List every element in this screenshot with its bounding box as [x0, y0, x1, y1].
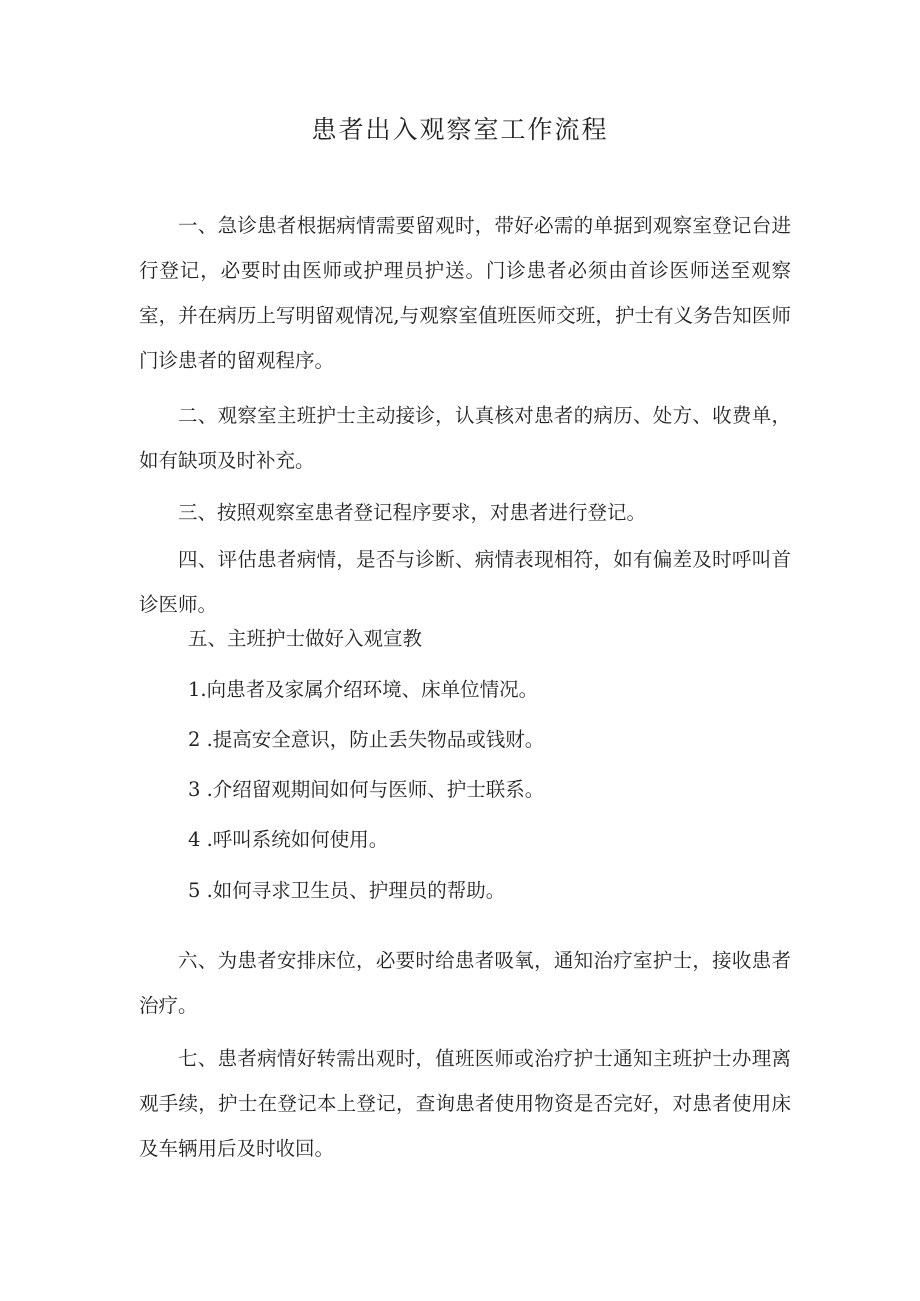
- list-item-2: 2 .提高安全意识，防止丢失物品或钱财。: [188, 728, 545, 751]
- list-item-5: 5 .如何寻求卫生员、护理员的帮助。: [188, 879, 506, 902]
- list-item-1: 1.向患者及家属介绍环境、床单位情况。: [188, 678, 539, 701]
- paragraph-2: 二、观察室主班护士主动接诊，认真核对患者的病历、处方、收费单，如有缺项及时补充。: [139, 404, 791, 472]
- paragraph-1: 一、急诊患者根据病情需要留观时，带好必需的单据到观察室登记台进行登记，必要时由医师或护理员护送。门诊患者必须由首诊医师送至观察室，并在病历上写明留观情况,与观察室值班医师交班，护士有义务告知医师门诊患者的留观程序。: [139, 214, 791, 372]
- document-title: 患者出入观察室工作流程: [311, 115, 609, 144]
- paragraph-5: 五、主班护士做好入观宣教: [188, 627, 423, 650]
- list-item-3: 3 .介绍留观期间如何与医师、护士联系。: [188, 778, 545, 801]
- paragraph-3: 三、按照观察室患者登记程序要求，对患者进行登记。: [178, 501, 647, 524]
- paragraph-4: 四、评估患者病情，是否与诊断、病情表现相符，如有偏差及时呼叫首诊医师。: [139, 548, 791, 616]
- paragraph-6: 六、为患者安排床位，必要时给患者吸氧，通知治疗室护士，接收患者治疗。: [139, 949, 791, 1017]
- paragraph-7: 七、患者病情好转需出观时，值班医师或治疗护士通知主班护士办理离观手续，护士在登记本上登记，查询患者使用物资是否完好，对患者使用床及车辆用后及时收回。: [139, 1047, 791, 1160]
- list-item-4: 4 .呼叫系统如何使用。: [188, 828, 389, 851]
